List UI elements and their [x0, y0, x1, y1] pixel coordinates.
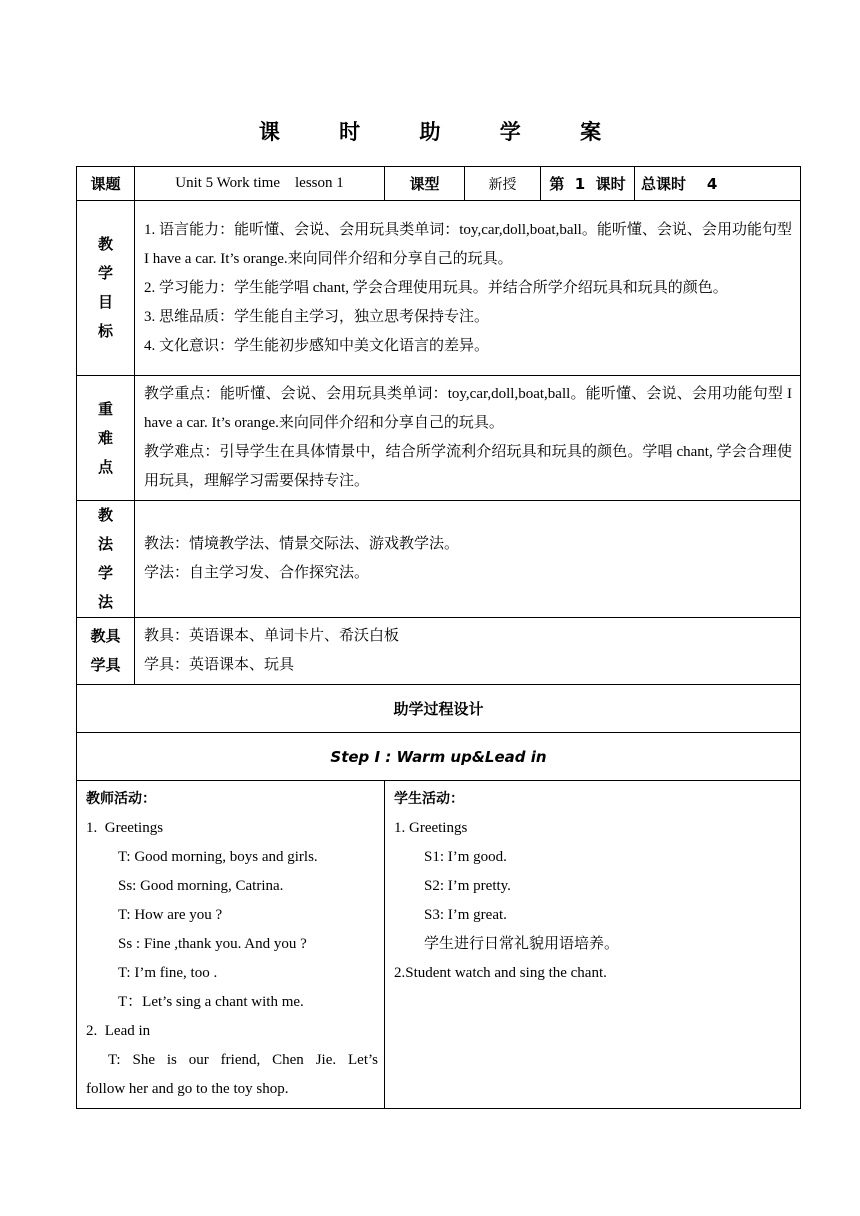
activities-row — [77, 781, 801, 1109]
key-points-label-char: 点 — [97, 457, 113, 476]
methods-content — [135, 501, 801, 618]
teacher-greetings: 1. Greetings — [86, 820, 164, 836]
tool-line: 教具：英语课本、单词卡片、希沃白板 — [144, 628, 400, 644]
student-watch: 2.Student watch and sing the chant. — [394, 965, 607, 981]
key-points-label-char: 重 — [97, 399, 113, 418]
process-title-row — [77, 685, 801, 733]
header-row — [77, 167, 801, 201]
methods-row — [77, 501, 801, 618]
teacher-line: T：Let’s sing a chant with me. — [118, 994, 304, 1010]
objective-line: 4. 文化意识：学生能初步感知中美文化语言的差异。 — [144, 337, 490, 354]
key-points-content — [135, 376, 801, 501]
methods-label — [77, 501, 135, 618]
student-line: 学生进行日常礼貌用语培养。 — [424, 936, 620, 952]
tools-label — [77, 618, 135, 685]
key-point-line: 教学难点：引导学生在具体情景中，结合所学流利介绍玩具和玩具的颜色。学唱 chant, 学会合理使用玩具，理解学习需要保持专注。 — [144, 444, 792, 489]
topic-value: Unit 5 Work time lesson 1 — [135, 167, 385, 201]
teacher-line: T: How are you ? — [118, 907, 223, 923]
objectives-label — [77, 201, 135, 376]
type-label: 课型 — [385, 167, 465, 201]
key-points-row — [77, 376, 801, 501]
page-title: 课 时 助 学 案 — [258, 120, 628, 144]
student-heading: 学生活动： — [394, 791, 464, 807]
objectives-label-char: 学 — [97, 264, 113, 282]
topic-label: 课题 — [77, 167, 135, 201]
teacher-lead-line: follow her and go to the toy shop. — [86, 1081, 289, 1097]
method-line: 学法：自主学习发、合作探究法。 — [144, 565, 370, 581]
methods-label-char: 教 — [97, 506, 113, 524]
teacher-line: Ss: Good morning, Catrina. — [118, 878, 284, 894]
tools-content — [135, 618, 801, 685]
objectives-label-char: 教 — [97, 235, 113, 253]
objective-line: 3. 思维品质：学生能自主学习，独立思考保持专注。 — [144, 308, 490, 325]
teacher-line: Ss : Fine ,thank you. And you ? — [118, 936, 307, 952]
teacher-lead-line: T: She is our friend, Chen Jie. Let’s — [108, 1052, 378, 1068]
tools-label-line: 学具 — [90, 656, 121, 674]
teacher-line: T: Good morning, boys and girls. — [118, 849, 318, 865]
teacher-line: T: I’m fine, too . — [118, 965, 218, 981]
step-title-row — [77, 733, 801, 781]
process-title: 助学过程设计 — [77, 685, 801, 733]
objectives-row — [77, 201, 801, 376]
objectives-label-char: 目 — [97, 293, 113, 311]
objective-line: 2. 学习能力：学生能学唱 chant, 学会合理使用玩具。并结合所学介绍玩具和玩具的颜色。 — [144, 279, 728, 296]
methods-label-char: 法 — [97, 535, 113, 553]
method-line: 教法：情境教学法、情景交际法、游戏教学法。 — [144, 536, 460, 552]
objectives-label-char: 标 — [97, 322, 113, 340]
tools-row — [77, 618, 801, 685]
lesson-plan-table — [76, 166, 801, 1109]
methods-label-char: 法 — [97, 593, 113, 611]
period-label: 第 1 课时 — [541, 167, 635, 201]
objectives-content — [135, 201, 801, 376]
teacher-lead-in: 2. Lead in — [86, 1023, 151, 1039]
teacher-activities — [77, 781, 385, 1109]
total-period-label: 总课时 4 — [635, 167, 801, 201]
key-points-label — [77, 376, 135, 501]
type-value: 新授 — [465, 167, 541, 201]
objective-line: 1. 语言能力：能听懂、会说、会用玩具类单词：toy,car,doll,boat,ball。能听懂、会说、会用功能句型 I have a car. It’s orange.来向同伴介绍和分享自己的玩具。 — [144, 221, 792, 267]
key-points-label-char: 难 — [97, 428, 113, 447]
tools-label-line: 教具 — [90, 627, 121, 645]
tool-line: 学具：英语课本、玩具 — [144, 657, 295, 673]
student-line: S3: I’m great. — [424, 907, 507, 923]
methods-label-char: 学 — [97, 564, 113, 582]
student-line: S2: I’m pretty. — [424, 878, 511, 894]
student-activities — [385, 781, 801, 1109]
student-greetings: 1. Greetings — [394, 820, 468, 836]
student-line: S1: I’m good. — [424, 849, 507, 865]
step-title: Step I : Warm up&Lead in — [77, 733, 801, 781]
key-point-line: 教学重点：能听懂、会说、会用玩具类单词：toy,car,doll,boat,ball。能听懂、会说、会用功能句型 I have a car. It’s orange.来向同伴介绍和分享自己的玩具。 — [144, 386, 792, 431]
teacher-heading: 教师活动： — [86, 791, 156, 807]
